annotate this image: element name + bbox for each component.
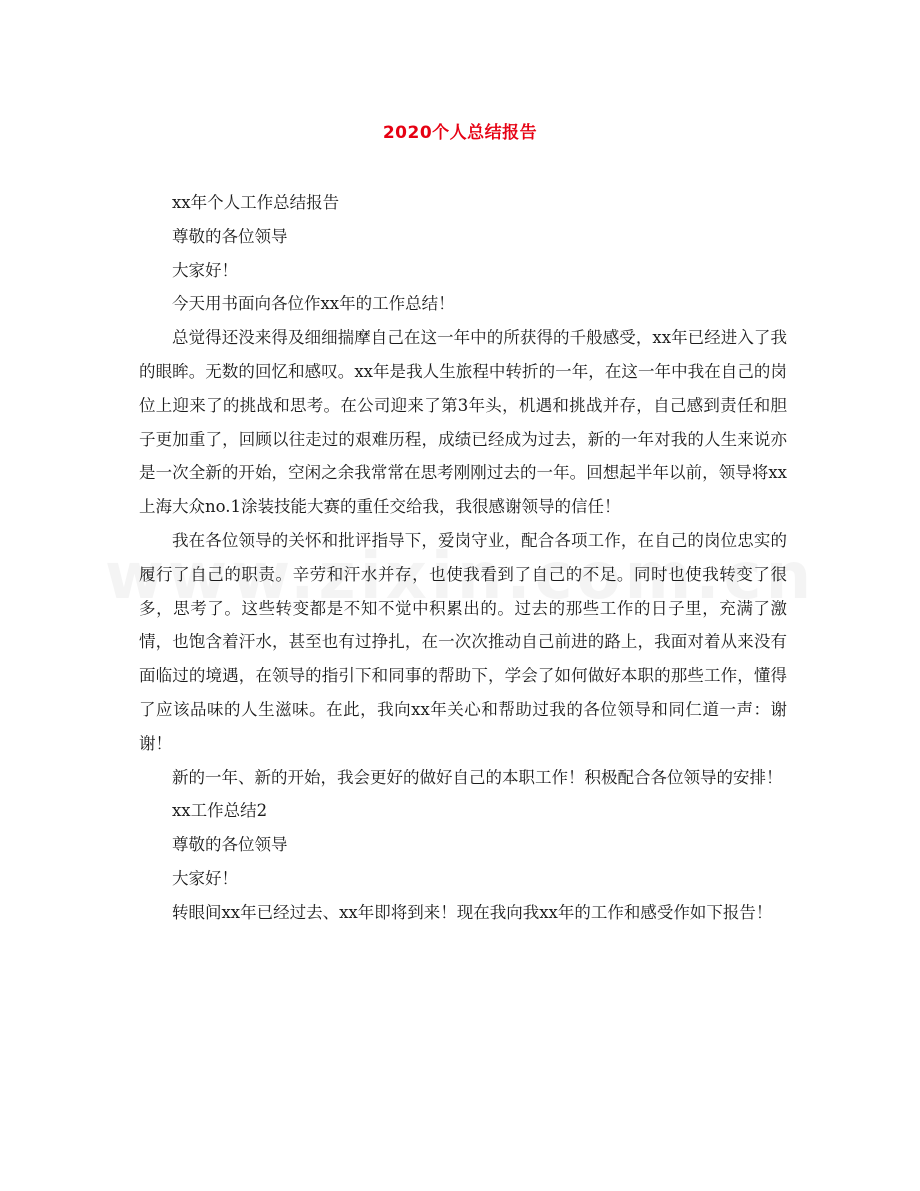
document-title: 2020个人总结报告 xyxy=(382,123,538,143)
paragraph-intro: 今天用书面向各位作xx年的工作总结！ xyxy=(172,294,455,314)
paragraph-body-4: 转眼间xx年已经过去、xx年即将到来！现在我向我xx年的工作和感受作如下报告！ xyxy=(172,902,773,922)
paragraph-salutation: 尊敬的各位领导 xyxy=(172,226,288,246)
paragraph-body-3: 新的一年、新的开始，我会更好的做好自己的本职工作！积极配合各位领导的安排！ xyxy=(172,767,783,787)
document-body xyxy=(139,186,787,930)
paragraph-salutation-2: 尊敬的各位领导 xyxy=(172,835,288,855)
paragraph-greeting: 大家好！ xyxy=(172,260,238,280)
paragraph-body-1: 总觉得还没来得及细细揣摩自己在这一年中的所获得的千般感受，xx年已经进入了我的眼眸。无数的回忆和感叹。xx年是我人生旅程中转折的一年，在这一年中我在自己的岗位上迎来了的挑战和思考。在公司迎来了第3年头，机遇和挑战并存，自己感到责任和胆子更加重了，回顾以往走过的艰难历程，成绩已经成为过去，新的一年对我的人生来说亦是一次全新的开始，空闲之余我常常在思考刚刚过去的一年。回想起半年以前，领导将xx上海大众no.1涂装技能大赛的重任交给我，我很感谢领导的信任！ xyxy=(139,328,787,517)
paragraph-heading-2: xx工作总结2 xyxy=(172,801,268,821)
paragraph-body-2: 我在各位领导的关怀和批评指导下，爱岗守业，配合各项工作，在自己的岗位忠实的履行了自己的职责。辛劳和汗水并存，也使我看到了自己的不足。同时也使我转变了很多，思考了。这些转变都是不知不觉中积累出的。过去的那些工作的日子里，充满了激情，也饱含着汗水，甚至也有过挣扎，在一次次推动自己前进的路上，我面对着从来没有面临过的境遇，在领导的指引下和同事的帮助下，学会了如何做好本职的那些工作，懂得了应该品味的人生滋味。在此，我向xx年关心和帮助过我的各位领导和同仁道一声：谢谢！ xyxy=(139,530,787,753)
paragraph-heading: xx年个人工作总结报告 xyxy=(172,193,340,212)
paragraph-greeting-2: 大家好！ xyxy=(172,868,238,888)
